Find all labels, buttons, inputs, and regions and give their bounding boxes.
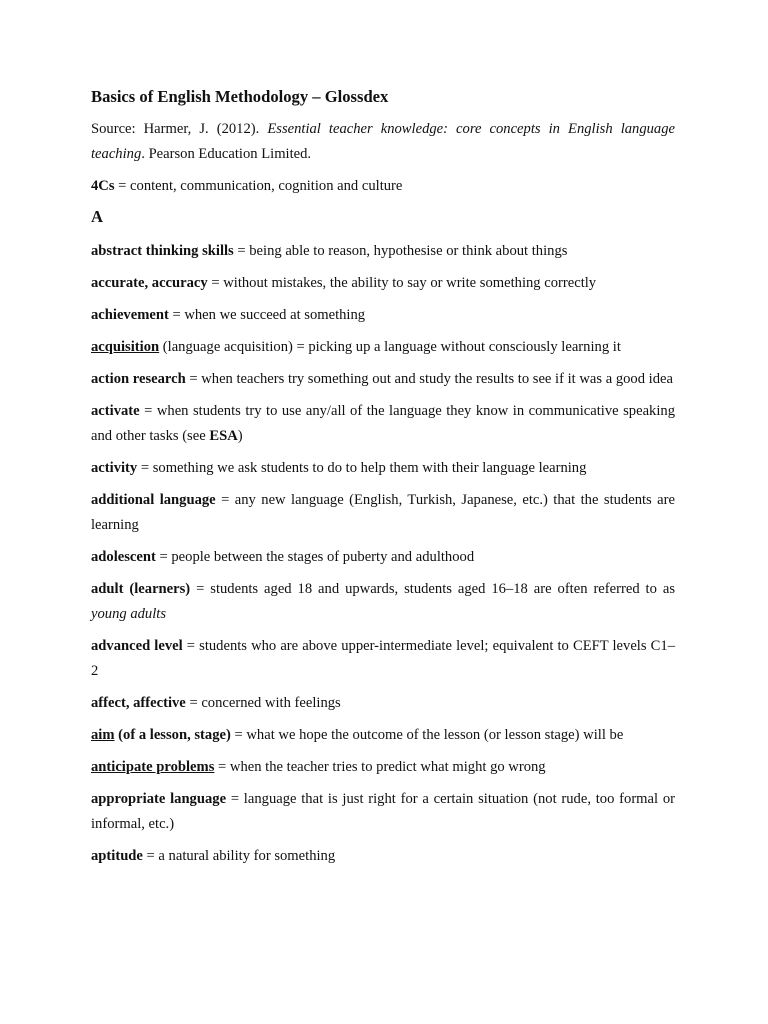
entry-term-rest: (of a lesson, stage) bbox=[114, 727, 231, 743]
entry-close: ) bbox=[237, 428, 243, 444]
entry-term: abstract thinking skills bbox=[91, 243, 234, 259]
entry-term: acquisition bbox=[91, 339, 160, 355]
entry-definition: = people between the stages of puberty and adulthood bbox=[155, 549, 475, 565]
entry-term: aim bbox=[91, 727, 115, 743]
glossary-entry bbox=[91, 634, 675, 684]
source-suffix: . Pearson Education Limited. bbox=[141, 146, 312, 162]
glossary-entry bbox=[91, 488, 675, 538]
entry-definition: = what we hope the outcome of the lesson (or lesson stage) will be bbox=[230, 727, 624, 743]
glossary-entry bbox=[91, 335, 675, 360]
entry-definition: = being able to reason, hypothesise or think about things bbox=[233, 243, 568, 259]
entry-term: aptitude bbox=[91, 848, 143, 864]
intro-entry bbox=[91, 174, 675, 199]
source-book-title: Essential teacher knowledge: core concepts in English language teaching bbox=[91, 121, 676, 162]
source-citation bbox=[91, 117, 675, 167]
glossary-entry bbox=[91, 271, 675, 296]
entry-term: 4Cs bbox=[91, 178, 115, 194]
entry-italic-term: young adults bbox=[91, 606, 166, 622]
entry-term: activity bbox=[91, 460, 138, 476]
entry-definition: = picking up a language without consciously learning it bbox=[292, 339, 621, 355]
glossary-entry bbox=[91, 399, 675, 449]
entry-term: advanced level bbox=[91, 638, 183, 654]
entry-definition: = students aged 18 and upwards, students aged 16–18 are often referred to as bbox=[190, 581, 675, 597]
entry-paren: (language acquisition) bbox=[159, 339, 293, 355]
entry-term: anticipate problems bbox=[91, 759, 215, 775]
entry-definition: = language that is just right for a certain situation (not rude, too formal or informal, etc.) bbox=[91, 791, 675, 832]
glossary-entry bbox=[91, 545, 675, 570]
entry-definition: = when teachers try something out and study the results to see if it was a good idea bbox=[185, 371, 673, 387]
entry-term: achievement bbox=[91, 307, 169, 323]
glossary-entry bbox=[91, 303, 675, 328]
section-letter: A bbox=[91, 207, 103, 226]
entry-definition: = any new language (English, Turkish, Japanese, etc.) that the students are learning bbox=[91, 492, 675, 533]
entry-definition: = when the teacher tries to predict what might go wrong bbox=[214, 759, 546, 775]
glossary-entry bbox=[91, 367, 675, 392]
glossary-entry bbox=[91, 723, 675, 748]
entry-definition: = a natural ability for something bbox=[142, 848, 336, 864]
entry-definition: = when we succeed at something bbox=[168, 307, 366, 323]
entry-definition: = without mistakes, the ability to say or write something correctly bbox=[207, 275, 597, 291]
entry-definition: = content, communication, cognition and culture bbox=[114, 178, 403, 194]
entry-term: adult (learners) bbox=[91, 581, 191, 597]
glossary-entry bbox=[91, 239, 675, 264]
glossary-entry bbox=[91, 456, 675, 481]
glossary-entry bbox=[91, 577, 675, 627]
entry-term: appropriate language bbox=[91, 791, 227, 807]
glossary-entry bbox=[91, 755, 675, 780]
entry-term: action research bbox=[91, 371, 186, 387]
entry-definition: = something we ask students to do to help them with their language learning bbox=[137, 460, 587, 476]
entry-cross-reference: ESA bbox=[209, 428, 238, 444]
glossary-entry bbox=[91, 691, 675, 716]
source-prefix: Source: Harmer, J. (2012). bbox=[91, 121, 268, 137]
entry-term: activate bbox=[91, 403, 140, 419]
entry-term: affect, affective bbox=[91, 695, 186, 711]
document-title: Basics of English Methodology – Glossdex bbox=[91, 87, 389, 106]
document-page bbox=[91, 86, 675, 876]
entry-term: additional language bbox=[91, 492, 216, 508]
glossary-entry bbox=[91, 787, 675, 837]
entry-term: accurate, accuracy bbox=[91, 275, 208, 291]
entry-term: adolescent bbox=[91, 549, 156, 565]
glossary-entry bbox=[91, 844, 675, 869]
entry-definition: = concerned with feelings bbox=[185, 695, 341, 711]
entry-definition: = students who are above upper-intermediate level; equivalent to CEFT levels C1–2 bbox=[91, 638, 675, 679]
entry-definition: = when students try to use any/all of the language they know in communicative speaking and other tasks (see bbox=[91, 403, 675, 444]
